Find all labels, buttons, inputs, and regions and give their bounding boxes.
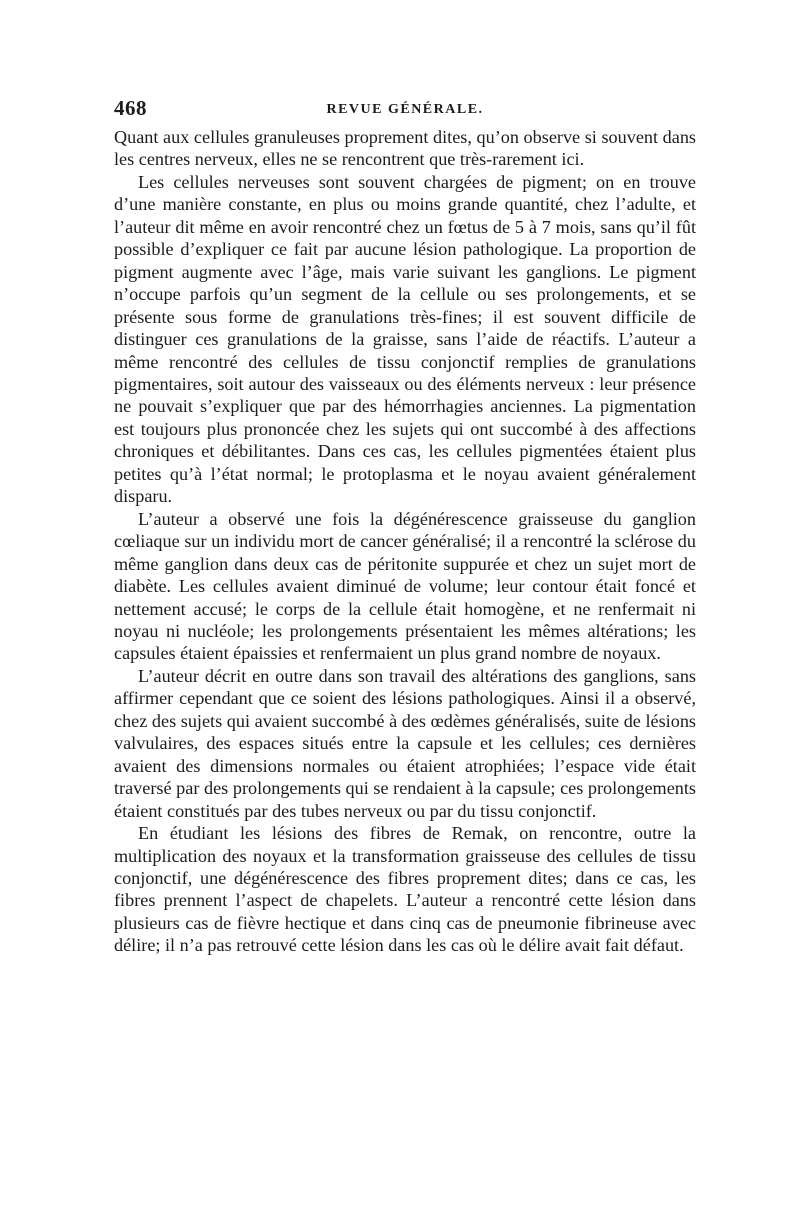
- running-title: REVUE GÉNÉRALE.: [326, 102, 484, 117]
- running-head: [114, 92, 696, 126]
- page-number: 468: [114, 96, 147, 120]
- paragraph-ganglion-alterations: L’auteur décrit en outre dans son travail des altérations des ganglions, sans affirmer cependant que ce soient des lésions pathologiques. Ainsi il a observé, chez des sujets qui avaient succombé à des œdèmes généralisés, suite de lésions valvulaires, des espaces situés entre la capsule et les cellules; ces dernières avaient des dimensions normales ou étaient atrophiées; l’espace vide était traversé par des prolongements qui se rendaient à la capsule; ces prolongements étaient constitués par des tubes nerveux ou par du tissu conjonctif.: [114, 665, 696, 821]
- journal-page: [114, 92, 696, 957]
- article-body: [114, 126, 696, 957]
- paragraph-pigment: Les cellules nerveuses sont souvent chargées de pigment; on en trouve d’une manière constante, en plus ou moins grande quantité, chez l’adulte, et l’auteur dit même en avoir rencontré chez un fœtus de 5 à 7 mois, sans qu’il fût possible d’expliquer ce fait par aucune lésion pathologique. La proportion de pigment augmente avec l’âge, mais varie suivant les ganglions. Le pigment n’occupe parfois qu’un segment de la cellule ou ses prolongements, et se présente sous forme de granulations très-fines; il est souvent difficile de distinguer ces granulations de la graisse, sans l’aide de réactifs. L’auteur a même rencontré des cellules de tissu conjonctif remplies de granulations pigmentaires, soit autour des vaisseaux ou des éléments nerveux : leur présence ne pouvait s’expliquer que par des hémorrhagies anciennes. La pigmentation est toujours plus prononcée chez les sujets qui ont succombé à des affections chroniques et débilitantes. Dans ces cas, les cellules pigmentées étaient plus petites qu’à l’état normal; le protoplasma et le noyau avaient généralement disparu.: [114, 171, 696, 507]
- paragraph-fatty-degeneration: L’auteur a observé une fois la dégénérescence graisseuse du ganglion cœliaque sur un individu mort de cancer généralisé; il a rencontré la sclérose du même ganglion dans deux cas de péritonite suppurée et chez un sujet mort de diabète. Les cellules avaient diminué de volume; leur contour était foncé et nettement accusé; le corps de la cellule était homogène, et ne renfermait ni noyau ni nucléole; les prolongements présentaient les mêmes altérations; les capsules étaient épaissies et renfermaient un plus grand nombre de noyaux.: [114, 508, 696, 664]
- paragraph-granular-cells: Quant aux cellules granuleuses proprement dites, qu’on observe si souvent dans les centres nerveux, elles ne se rencontrent que très-rarement ici.: [114, 127, 696, 170]
- paragraph-remak-fibres: En étudiant les lésions des fibres de Remak, on rencontre, outre la multiplication des noyaux et la transformation graisseuse des cellules de tissu conjonctif, une dégénérescence des fibres proprement dites; dans ce cas, les fibres prennent l’aspect de chapelets. L’auteur a rencontré cette lésion dans plusieurs cas de fièvre hectique et dans cinq cas de pneumonie fibrineuse avec délire; il n’a pas retrouvé cette lésion dans les cas où le délire avait fait défaut.: [114, 823, 696, 956]
